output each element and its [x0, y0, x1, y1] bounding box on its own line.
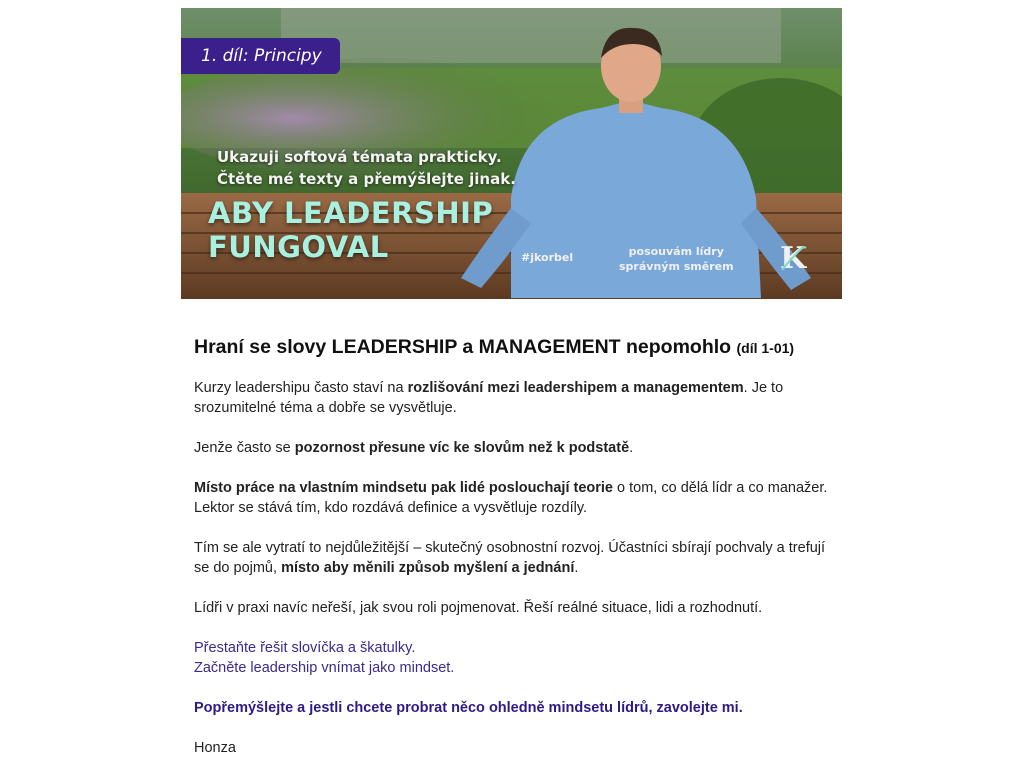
headline-line-2: FUNGOVAL [208, 230, 389, 264]
text-run: Jenže často se [194, 440, 295, 456]
title-part-number: (díl 1-01) [736, 340, 795, 356]
text-run: . Je to srozumitelné téma a dobře se vysvětluje. [194, 380, 784, 416]
bold-text: místo aby měnili způsob myšlení a jednání [281, 560, 575, 576]
bold-text: rozlišování mezi leadershipem a managementem [407, 380, 744, 396]
slogan-line-1: posouvám lídry [628, 245, 724, 258]
tagline-line-1: Ukazuji softová témata prakticky. [217, 148, 502, 166]
link-group [194, 638, 834, 678]
text-run: Tím se ale vytratí to nejdůležitější – skutečný osobnostní rozvoj. Účastníci sbírají pochvaly a trefují se do pojmů, [194, 540, 826, 576]
slogan-line-2: správným směrem [619, 260, 734, 273]
tagline-line-2: Čtěte mé texty a přemýšlejte jinak. [217, 170, 516, 188]
brand-logo-icon [776, 240, 810, 274]
episode-badge: 1. díl: Principy [181, 38, 340, 74]
bold-text: Místo práce na vlastním mindsetu pak lidé poslouchají teorie [194, 480, 613, 496]
hero-slogan [619, 244, 734, 274]
paragraph-2 [194, 438, 834, 458]
hero-banner [181, 8, 842, 299]
headline-line-1: ABY LEADERSHIP [208, 196, 494, 230]
svg-text:K: K [780, 241, 807, 274]
call-to-action: Popřemýšlejte a jestli chcete probrat něco ohledně mindsetu lídrů, zavolejte mi. [194, 700, 743, 716]
text-run: Kurzy leadershipu často staví na [194, 380, 408, 396]
paragraph-5: Lídři v praxi navíc neřeší, jak svou roli pojmenovat. Řeší reálné situace, lidi a rozhodnutí. [194, 600, 763, 616]
article-body [194, 334, 834, 778]
hero-headline [208, 196, 493, 264]
link-stop-labels: Přestaňte řešit slovíčka a škatulky. [194, 640, 416, 656]
bold-text: pozornost přesune víc ke slovům než k podstatě [294, 440, 630, 456]
hero-tagline [217, 146, 516, 190]
title-text: Hraní se slovy LEADERSHIP a MANAGEMENT nepomohlo [194, 336, 732, 358]
text-run: . [629, 440, 634, 456]
text-run: . [574, 560, 579, 576]
signature: Honza [194, 740, 236, 756]
paragraph-4 [194, 538, 834, 578]
hashtag: #jkorbel [521, 251, 574, 264]
paragraph-1 [194, 378, 834, 418]
link-mindset: Začněte leadership vnímat jako mindset. [194, 660, 455, 676]
article-title [194, 334, 834, 361]
text-run: o tom, co dělá lídr a co manažer. Lektor se stává tím, kdo rozdává definice a vysvětluje rozdíly. [194, 480, 828, 516]
paragraph-3 [194, 478, 834, 518]
